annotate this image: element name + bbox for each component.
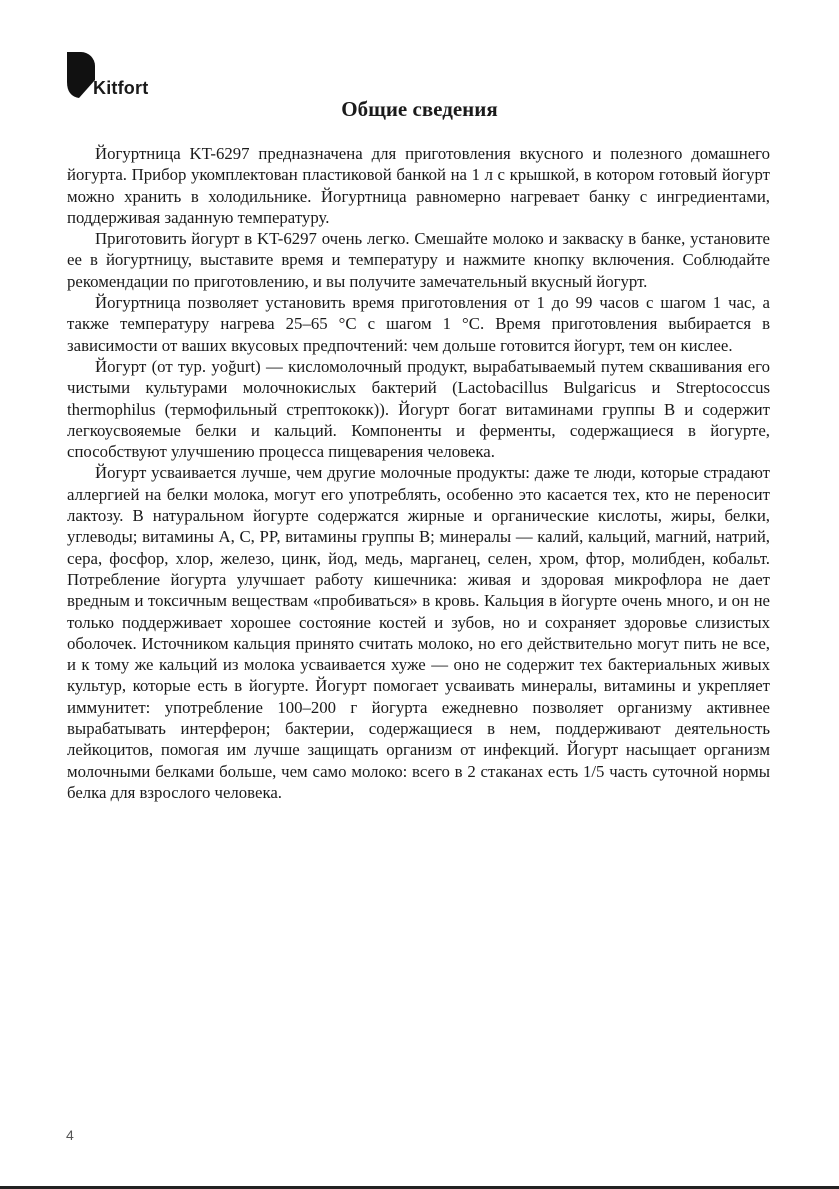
paragraph-1: Йогуртница KT-6297 предназначена для приготовления вкусного и полезного домашнего йогурта. Прибор укомплектован пластиковой банкой на 1 л с крышкой, в котором готовый йогурт можно хранить в холодильнике. Йогуртница равномерно нагревает банку с ингредиентами, поддерживая заданную температуру. — [67, 144, 770, 227]
paragraph-4: Йогурт (от тур. yoğurt) — кисломолочный продукт, вырабатываемый путем сквашивания его чистыми культурами молочнокислых бактерий (Lactobacillus Bulgaricus и Streptococcus thermophilus (термофильный стрептококк)). Йогурт богат витаминами группы B и содержит легкоусвояемые белки и кальций. Компоненты и ферменты, содержащиеся в йогурте, способствуют улучшению процесса пищеварения человека. — [67, 356, 770, 462]
brand-name: Kitfort — [93, 78, 149, 98]
paragraph-3: Йогуртница позволяет установить время приготовления от 1 до 99 часов с шагом 1 час, а также температуру нагрева 25–65 °C с шагом 1 °C. Время приготовления выбирается в зависимости от ваших вкусовых предпочтений: чем дольше готовится йогурт, тем он кислее. — [67, 293, 770, 355]
brand-logo — [67, 52, 167, 102]
body-text — [67, 143, 770, 803]
kitfort-logo-icon — [67, 52, 95, 98]
page-title: Общие сведения — [341, 97, 498, 121]
page-number: 4 — [66, 1127, 74, 1143]
paragraph-2: Приготовить йогурт в KT-6297 очень легко. Смешайте молоко и закваску в банке, установите ее в йогуртницу, выставите время и температуру и нажмите кнопку включения. Соблюдайте рекомендации по приготовлению, и вы получите замечательный вкусный йогурт. — [67, 229, 770, 291]
paragraph-5: Йогурт усваивается лучше, чем другие молочные продукты: даже те люди, которые страдают аллергией на белки молока, могут его употреблять, особенно это касается тех, кто не переносит лактозу. В натуральном йогурте содержатся жирные и органические кислоты, жиры, белки, углеводы; витамины A, C, PP, витамины группы B; минералы — калий, кальций, магний, натрий, сера, фосфор, хлор, железо, цинк, йод, медь, марганец, селен, хром, фтор, молибден, кобальт. Потребление йогурта улучшает работу кишечника: живая и здоровая микрофлора не дает вредным и токсичным веществам «пробиваться» в кровь. Кальция в йогурте очень много, и он не только поддерживает хорошее состояние костей и зубов, но и сохраняет здоровье слизистых оболочек. Источником кальция принято считать молоко, но его действительно могут пить не все, и к тому же кальций из молока усваивается хуже — оно не содержит тех бактериальных живых культур, которые есть в йогурте. Йогурт помогает усваивать минералы, витамины и укрепляет иммунитет: употребление 100–200 г йогурта ежедневно позволяет организму активнее вырабатывать интерферон; бактерии, содержащиеся в нем, поддерживают деятельность лейкоцитов, помогая им лучше защищать организм от инфекций. Йогурт насыщает организм молочными белками больше, чем само молоко: всего в 2 стаканах есть 1/5 часть суточной нормы белка для взрослого человека. — [67, 463, 770, 802]
